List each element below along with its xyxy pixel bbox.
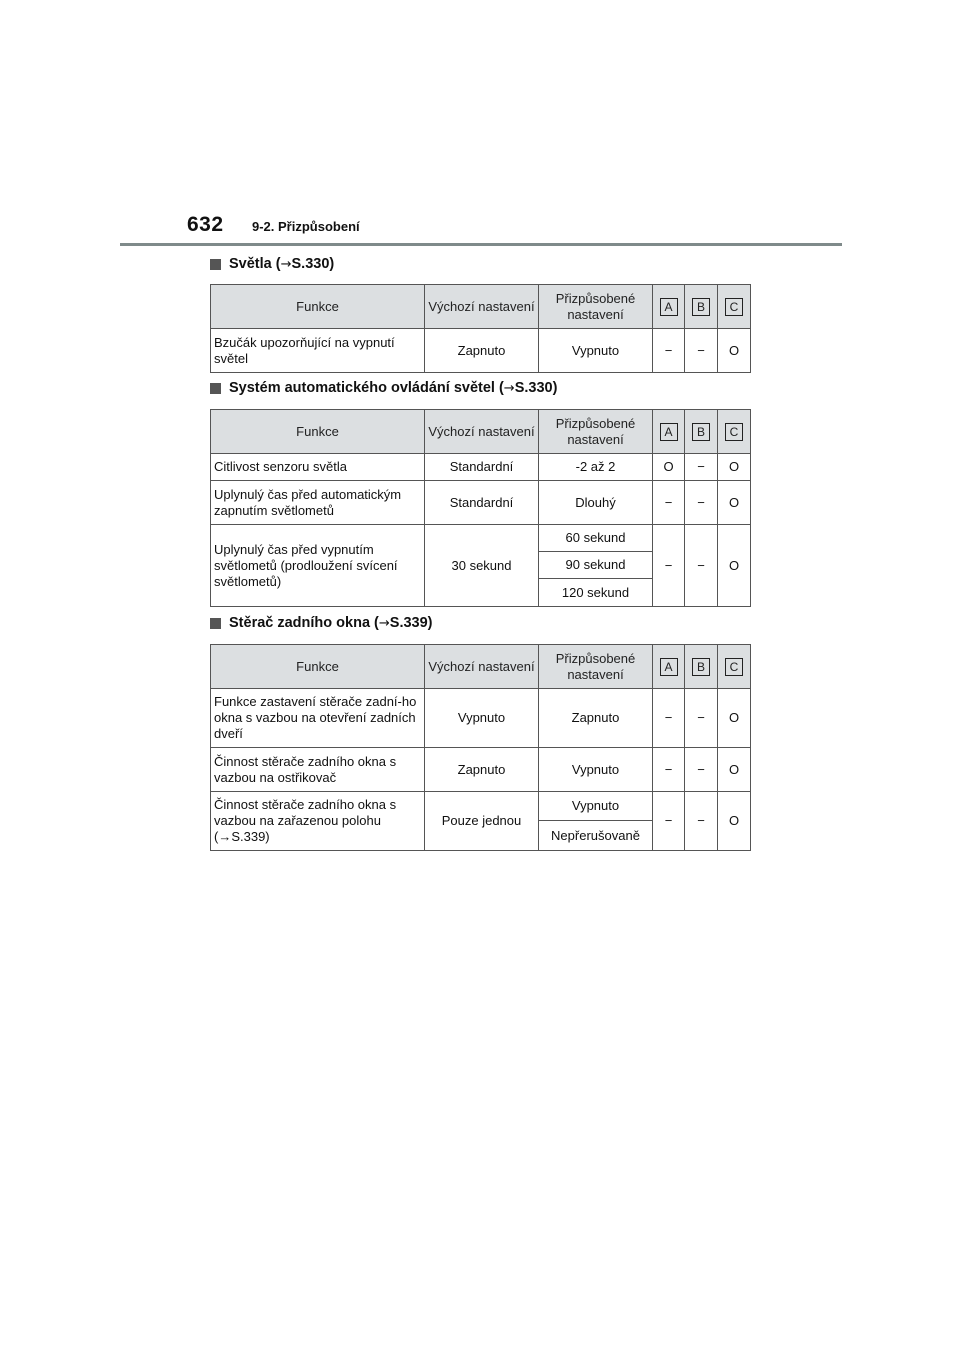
box-letter-a: A — [660, 658, 678, 676]
section-title: Systém automatického ovládání světel ( — [229, 380, 504, 396]
section-heading-svetla — [210, 256, 334, 272]
arrow-right-icon: → — [503, 380, 515, 396]
square-bullet-icon — [210, 259, 221, 270]
header-funkce: Funkce — [211, 645, 425, 689]
cell-custom: Zapnuto — [539, 689, 653, 748]
section-title: Světla ( — [229, 256, 281, 272]
cell-custom: -2 až 2 — [539, 454, 653, 481]
header-c — [718, 285, 751, 329]
cell-funkce: Činnost stěrače zadního okna s vazbou na ostřikovač — [211, 748, 425, 792]
square-bullet-icon — [210, 618, 221, 629]
box-letter-c: C — [725, 298, 743, 316]
cell-b: − — [685, 481, 718, 525]
cell-custom: 90 sekund — [539, 552, 653, 579]
cell-a: − — [653, 792, 685, 851]
chapter-title: 9-2. Přizpůsobení — [252, 219, 360, 234]
cell-a: O — [653, 454, 685, 481]
arrow-right-icon: → — [280, 256, 292, 272]
table-header-row — [211, 285, 751, 329]
section-ref: S.330) — [514, 380, 558, 396]
box-letter-c: C — [725, 658, 743, 676]
cell-a: − — [653, 481, 685, 525]
cell-a: − — [653, 748, 685, 792]
cell-c: O — [718, 454, 751, 481]
header-vychozi: Výchozí nastavení — [425, 285, 539, 329]
table-row — [211, 454, 751, 481]
header-vychozi: Výchozí nastavení — [425, 645, 539, 689]
section-ref: S.339) — [389, 615, 433, 631]
cell-c: O — [718, 689, 751, 748]
cell-vychozi: Vypnuto — [425, 689, 539, 748]
cell-vychozi: Standardní — [425, 481, 539, 525]
table-row — [211, 525, 751, 552]
header-a — [653, 410, 685, 454]
cell-funkce: Bzučák upozorňující na vypnutí světel — [211, 329, 425, 373]
cell-b: − — [685, 748, 718, 792]
header-b — [685, 410, 718, 454]
arrow-right-icon: → — [378, 615, 390, 631]
cell-c: O — [718, 329, 751, 373]
cell-funkce: Uplynulý čas před automatickým zapnutím světlometů — [211, 481, 425, 525]
cell-vychozi: 30 sekund — [425, 525, 539, 607]
table-auto-svetla — [210, 409, 751, 607]
cell-custom: Vypnuto — [539, 792, 653, 821]
cell-custom: 60 sekund — [539, 525, 653, 552]
page-number: 632 — [187, 213, 224, 236]
cell-b: − — [685, 689, 718, 748]
table-header-row — [211, 645, 751, 689]
cell-vychozi: Standardní — [425, 454, 539, 481]
cell-vychozi: Zapnuto — [425, 748, 539, 792]
cell-custom: Dlouhý — [539, 481, 653, 525]
section-title: Stěrač zadního okna ( — [229, 615, 379, 631]
cell-a: − — [653, 689, 685, 748]
cell-c: O — [718, 525, 751, 607]
header-a — [653, 285, 685, 329]
table-row — [211, 748, 751, 792]
table-row — [211, 481, 751, 525]
header-c — [718, 645, 751, 689]
table-sterac — [210, 644, 751, 851]
cell-a: − — [653, 329, 685, 373]
header-prizpusobene: Přizpůsobené nastavení — [539, 645, 653, 689]
table-row — [211, 329, 751, 373]
cell-custom: Nepřerušovaně — [539, 821, 653, 851]
header-funkce: Funkce — [211, 285, 425, 329]
cell-custom: 120 sekund — [539, 579, 653, 607]
cell-funkce: Uplynulý čas před vypnutím světlometů (prodloužení svícení světlometů) — [211, 525, 425, 607]
cell-a: − — [653, 525, 685, 607]
section-heading-sterac — [210, 615, 433, 631]
cell-funkce: Činnost stěrače zadního okna s vazbou na zařazenou polohu (→S.339) — [211, 792, 425, 851]
cell-vychozi: Pouze jednou — [425, 792, 539, 851]
table-svetla — [210, 284, 751, 373]
section-ref: S.330) — [291, 256, 335, 272]
table-header-row — [211, 410, 751, 454]
cell-c: O — [718, 481, 751, 525]
header-b — [685, 645, 718, 689]
cell-vychozi: Zapnuto — [425, 329, 539, 373]
box-letter-b: B — [692, 423, 710, 441]
table-row — [211, 792, 751, 821]
cell-funkce: Funkce zastavení stěrače zadní-ho okna s vazbou na otevření zadních dveří — [211, 689, 425, 748]
header-funkce: Funkce — [211, 410, 425, 454]
header-a — [653, 645, 685, 689]
box-letter-b: B — [692, 298, 710, 316]
table-row — [211, 689, 751, 748]
cell-funkce: Citlivost senzoru světla — [211, 454, 425, 481]
cell-b: − — [685, 525, 718, 607]
header-b — [685, 285, 718, 329]
square-bullet-icon — [210, 383, 221, 394]
header-prizpusobene: Přizpůsobené nastavení — [539, 285, 653, 329]
section-heading-auto-svetla — [210, 380, 557, 396]
cell-custom: Vypnuto — [539, 329, 653, 373]
cell-b: − — [685, 792, 718, 851]
cell-b: − — [685, 454, 718, 481]
box-letter-c: C — [725, 423, 743, 441]
cell-c: O — [718, 792, 751, 851]
header-vychozi: Výchozí nastavení — [425, 410, 539, 454]
box-letter-b: B — [692, 658, 710, 676]
box-letter-a: A — [660, 423, 678, 441]
header-prizpusobene: Přizpůsobené nastavení — [539, 410, 653, 454]
cell-custom: Vypnuto — [539, 748, 653, 792]
header-rule — [120, 243, 842, 246]
cell-c: O — [718, 748, 751, 792]
box-letter-a: A — [660, 298, 678, 316]
header-c — [718, 410, 751, 454]
cell-b: − — [685, 329, 718, 373]
